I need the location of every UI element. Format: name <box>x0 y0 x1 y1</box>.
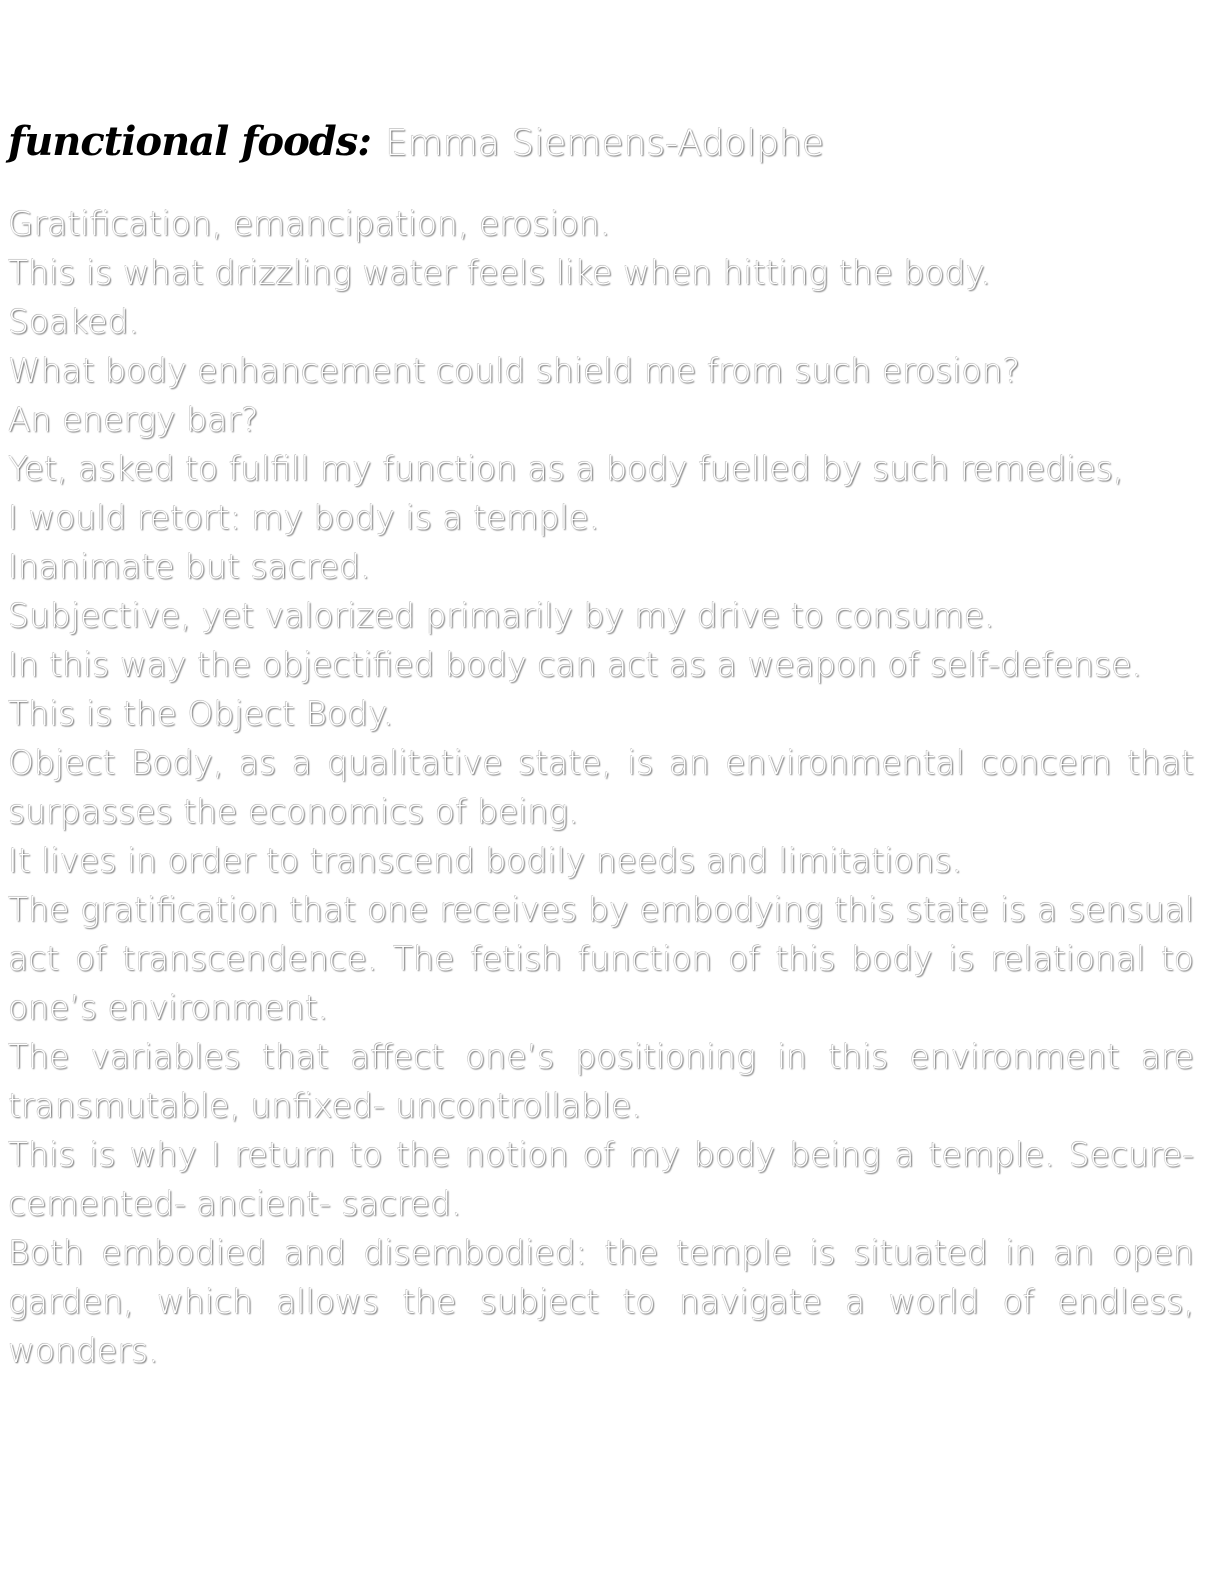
page-title <box>8 118 1194 165</box>
poem-line: This is the Object Body. <box>8 694 394 733</box>
poem-body <box>8 199 1194 1375</box>
poem-paragraph: It lives in order to transcend bodily needs and limitations. <box>8 841 963 880</box>
poem-line: In this way the objectified body can act as a weapon of self-defense. <box>8 645 1143 684</box>
poem-line: This is what drizzling water feels like when hitting the body. <box>8 253 991 292</box>
poem-paragraph: The variables that affect one’s positioning in this environment are transmutable, unfixed- uncontrollable. <box>8 1037 1194 1125</box>
poem-line: Inanimate but sacred. <box>8 547 371 586</box>
poem-line: Soaked. <box>8 302 140 341</box>
author-name: Emma Siemens-Adolphe <box>385 123 825 164</box>
title-label: functional foods: <box>8 118 372 165</box>
poem-line: Yet, asked to fulfill my function as a body fuelled by such remedies, <box>8 449 1124 488</box>
poem-page <box>8 118 1194 1375</box>
poem-line: Subjective, yet valorized primarily by my drive to consume. <box>8 596 995 635</box>
poem-line: I would retort: my body is a temple. <box>8 498 600 537</box>
poem-paragraph: Object Body, as a qualitative state, is an environmental concern that surpasses the economics of being. <box>8 743 1194 831</box>
poem-line: An energy bar? <box>8 400 259 439</box>
poem-line: Gratification, emancipation, erosion. <box>8 204 611 243</box>
poem-paragraph: Both embodied and disembodied: the temple is situated in an open garden, which allows the subject to navigate a world of endless, wonders. <box>8 1233 1194 1370</box>
poem-paragraph: This is why I return to the notion of my body being a temple. Secure- cemented- ancient- sacred. <box>8 1135 1194 1223</box>
poem-line: What body enhancement could shield me from such erosion? <box>8 351 1021 390</box>
poem-paragraph: The gratification that one receives by embodying this state is a sensual act of transcendence. The fetish function of this body is relational to one’s environment. <box>8 890 1194 1027</box>
